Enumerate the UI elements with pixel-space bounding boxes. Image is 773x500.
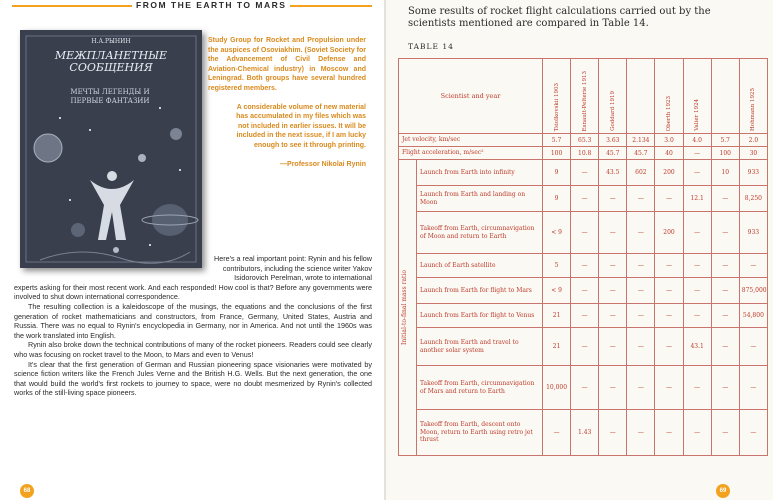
cell: 200 (655, 160, 683, 186)
cell: 100 (711, 147, 739, 160)
cell: — (683, 366, 711, 410)
cell: — (711, 366, 739, 410)
cell: 45.7 (627, 147, 655, 160)
table-row (399, 147, 768, 160)
sidebar-quote: A considerable volume of new material has accumulated in my files which was not included in earlier issues. It will be included in the next issue, if I am lucky enough to see it through printing. (236, 103, 366, 149)
sidebar-quote-block (208, 36, 366, 178)
cell: — (627, 328, 655, 366)
cell: — (571, 254, 599, 278)
cell: — (739, 366, 767, 410)
row-label: Jet velocity, km/sec (399, 134, 543, 147)
cell: 45.7 (599, 147, 627, 160)
column-header: Esnault-Pelterie 1913 (571, 59, 599, 134)
table-row (399, 186, 768, 212)
column-header (627, 59, 655, 134)
body-paragraph-1: experts asking for their most recent work. And each responded! How cool is that? Before any governments were involved to shut down international correspondence. (14, 282, 372, 302)
cell: — (627, 254, 655, 278)
cell: — (683, 278, 711, 304)
cell: 8,250 (739, 186, 767, 212)
cell: 10 (711, 160, 739, 186)
cell: — (627, 278, 655, 304)
intro-block (14, 254, 372, 283)
left-page (0, 0, 384, 500)
cell: 875,000 (739, 278, 767, 304)
column-header: Oberth 1923 (655, 59, 683, 134)
cell: — (683, 160, 711, 186)
row-label: Takeoff from Earth, descent onto Moon, return to Earth using retro jet thrust (417, 410, 543, 456)
cell: 1.43 (571, 410, 599, 456)
cell: 602 (627, 160, 655, 186)
cell: — (571, 186, 599, 212)
body-text (14, 254, 372, 398)
cell: — (739, 328, 767, 366)
cell: 21 (543, 304, 571, 328)
running-header-title: FROM THE EARTH TO MARS (132, 0, 290, 10)
cell: — (571, 366, 599, 410)
cell: — (571, 212, 599, 254)
cell: — (655, 254, 683, 278)
table-title: TABLE 14 (408, 42, 454, 51)
cell: 10,000 (543, 366, 571, 410)
cell: 10.8 (571, 147, 599, 160)
cell: 933 (739, 160, 767, 186)
column-header: Valier 1924 (683, 59, 711, 134)
cell: < 9 (543, 212, 571, 254)
cover-author: Н.А.РЫНИН (91, 38, 131, 45)
cell: — (655, 410, 683, 456)
cell: — (711, 278, 739, 304)
column-header: Goddard 1919 (599, 59, 627, 134)
cell: — (655, 278, 683, 304)
cell: — (599, 366, 627, 410)
cell: — (683, 410, 711, 456)
cell: 54,800 (739, 304, 767, 328)
cell: — (627, 410, 655, 456)
table-row (399, 134, 768, 147)
cell: 43.5 (599, 160, 627, 186)
cell: — (599, 304, 627, 328)
row-label: Launch from Earth for flight to Mars (417, 278, 543, 304)
table-corner-label: Scientist and year (399, 59, 543, 134)
cell: — (599, 410, 627, 456)
cell: — (571, 278, 599, 304)
cell: — (711, 410, 739, 456)
side-label: Initial-to-final mass ratio (401, 269, 408, 346)
cell: — (711, 212, 739, 254)
row-label: Launch of Earth satellite (417, 254, 543, 278)
running-header (0, 0, 384, 12)
right-page (386, 0, 773, 500)
cell: — (655, 366, 683, 410)
cell: 2.134 (627, 134, 655, 147)
cell: 30 (739, 147, 767, 160)
row-label: Launch from Earth into infinity (417, 160, 543, 186)
cell: — (711, 186, 739, 212)
column-header (711, 59, 739, 134)
cover-subtitle: МЕЧТЫ ЛЕГЕНДЫ И ПЕРВЫЕ ФАНТАЗИИ (70, 88, 150, 105)
column-header: Hohmann 1925 (739, 59, 767, 134)
cell: 9 (543, 160, 571, 186)
table-row (399, 212, 768, 254)
cell: — (711, 254, 739, 278)
cell: 933 (739, 212, 767, 254)
cell: 40 (655, 147, 683, 160)
cell: 5 (543, 254, 571, 278)
book-cover-image (20, 30, 202, 268)
cell: — (711, 328, 739, 366)
cell: — (571, 160, 599, 186)
cell: 4.0 (683, 134, 711, 147)
quote-attribution: —Professor Nikolai Rynin (280, 160, 366, 168)
cell: 5.7 (711, 134, 739, 147)
row-label: Launch from Earth and landing on Moon (417, 186, 543, 212)
cell: — (655, 304, 683, 328)
cell: 9 (543, 186, 571, 212)
cell: — (655, 186, 683, 212)
cell: — (543, 410, 571, 456)
cell: — (599, 254, 627, 278)
cell: — (739, 254, 767, 278)
cell: < 9 (543, 278, 571, 304)
body-paragraph-intro: Here's a real important point: Rynin and his fellow contributors, including the science writer Yakov Isidorovich Perelman, wrote to international (214, 254, 372, 283)
page-number-left: 68 (20, 484, 34, 498)
side-label-cell (399, 160, 417, 456)
cell: — (739, 410, 767, 456)
cell: — (627, 366, 655, 410)
table-row (399, 328, 768, 366)
table-row (399, 254, 768, 278)
cell: 200 (655, 212, 683, 254)
cover-title: МЕЖПЛАНЕТНЫЕ СООБЩЕНИЯ (54, 49, 168, 74)
cell: — (599, 212, 627, 254)
cell: — (599, 328, 627, 366)
cell: 3.0 (655, 134, 683, 147)
page-number-right: 69 (716, 484, 730, 498)
cell: — (627, 186, 655, 212)
cell: — (711, 304, 739, 328)
table-row (399, 410, 768, 456)
cell: — (683, 254, 711, 278)
row-label: Flight acceleration, m/sec² (399, 147, 543, 160)
cell: — (683, 147, 711, 160)
table-row (399, 278, 768, 304)
cell: 21 (543, 328, 571, 366)
cell: 12.1 (683, 186, 711, 212)
table-row (399, 304, 768, 328)
cell: 3.63 (599, 134, 627, 147)
row-label: Launch from Earth and travel to another solar system (417, 328, 543, 366)
cell: 5.7 (543, 134, 571, 147)
cell: 65.3 (571, 134, 599, 147)
column-header: Tsiolkovskii 1903 (543, 59, 571, 134)
cell: — (683, 304, 711, 328)
cell: — (571, 328, 599, 366)
row-label: Takeoff from Earth, circumnavigation of Moon and return to Earth (417, 212, 543, 254)
cell: — (655, 328, 683, 366)
right-page-intro: Some results of rocket flight calculations carried out by the scientists mentioned are compared in Table 14. (408, 6, 711, 29)
cell: — (627, 212, 655, 254)
table-header-row (399, 59, 768, 134)
body-paragraph-4: It's clear that the first generation of German and Russian pioneering space visionaries were motivated by science fiction writers like the French Jules Verne and the British H.G. Wells. But the next generation, the one that would build the world's first rockets to journey to space, were no doubt mesmerized by Rynin's collected works of the still-living space pioneers. (14, 359, 372, 398)
cell: 43.1 (683, 328, 711, 366)
table-row (399, 366, 768, 410)
row-label: Takeoff from Earth, circumnavigation of Mars and return to Earth (417, 366, 543, 410)
body-paragraph-3: Rynin also broke down the technical contributions of many of the rocket pioneers. Readers could see clearly who was focusing on rocket travel to the Moon, to Mars and even to Venus! (14, 340, 372, 359)
rocket-results-table (398, 58, 768, 456)
cell: — (627, 304, 655, 328)
header-rule-left (12, 5, 136, 7)
sidebar-caption: Study Group for Rocket and Propulsion under the auspices of Osoviakhim. (Soviet Society for the Advancement of Civil Defense and Aviation-Chemical industry) in Moscow and Leningrad. Both groups have several hundred registered members. (208, 37, 366, 92)
cell: — (599, 278, 627, 304)
cell: 100 (543, 147, 571, 160)
cell: 2.0 (739, 134, 767, 147)
body-paragraph-2: The resulting collection is a kaleidoscope of the musings, the equations and the conclusions of the first generation of rocket mathematicians and constructors, from France, Germany, United States, Austria and Russia. There was no equal to Rynin's encyclopedia in Germany, nor in America. And not until the 1960s was the work translated into English. (14, 301, 372, 340)
row-label: Launch from Earth for flight to Venus (417, 304, 543, 328)
table-row (399, 160, 768, 186)
cell: — (599, 186, 627, 212)
cell: — (571, 304, 599, 328)
cell: — (683, 212, 711, 254)
